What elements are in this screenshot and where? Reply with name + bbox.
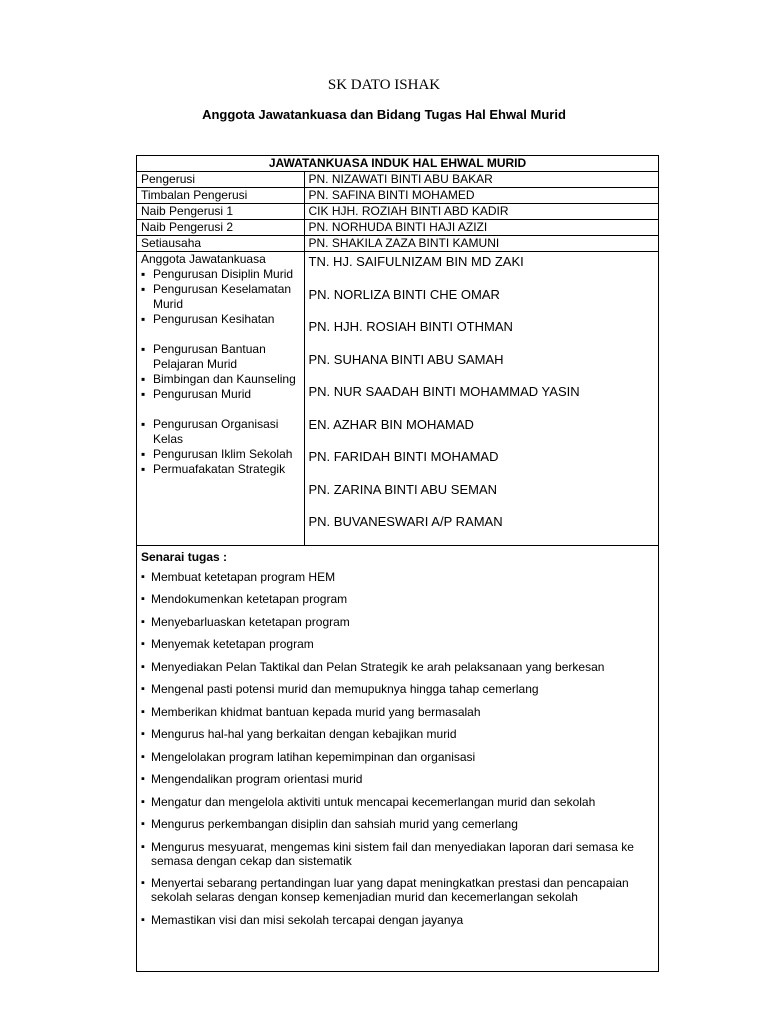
table-row <box>137 172 658 188</box>
roles-table <box>137 156 658 546</box>
role-name: PN. SHAKILA ZAZA BINTI KAMUNI <box>304 236 658 252</box>
duty-item: ▪ Menyemak ketetapan program <box>141 637 654 651</box>
role-name: PN. SAFINA BINTI MOHAMED <box>304 188 658 204</box>
list-item: ▪ Pengurusan Iklim Sekolah <box>141 447 300 462</box>
member-name: PN. NUR SAADAH BINTI MOHAMMAD YASIN <box>308 384 580 399</box>
list-item: ▪ Bimbingan dan Kaunseling <box>141 372 300 387</box>
school-name: SK DATO ISHAK <box>327 77 441 93</box>
member-name: PN. NORLIZA BINTI CHE OMAR <box>308 286 500 302</box>
duty-item: ▪ Menyediakan Pelan Taktikal dan Pelan Strategik ke arah pelaksanaan yang berkesan <box>141 660 654 674</box>
table-row <box>137 204 658 220</box>
role-label: Timbalan Pengerusi <box>137 188 304 204</box>
list-item: ▪ Pengurusan Bantuan Pelajaran Murid <box>141 342 300 372</box>
areas-list <box>141 267 300 477</box>
role-label: Pengerusi <box>137 172 304 188</box>
committee-table <box>136 155 659 972</box>
list-item: ▪ Pengurusan Organisasi Kelas <box>141 417 300 447</box>
member-name: PN. ZARINA BINTI ABU SEMAN <box>308 481 498 497</box>
duty-item: ▪ Mengendalikan program orientasi murid <box>141 772 654 786</box>
duty-item: ▪ Memberikan khidmat bantuan kepada murid yang bermasalah <box>141 705 654 719</box>
member-name: PN. HJH. ROSIAH BINTI OTHMAN <box>308 319 513 334</box>
members-row <box>137 252 658 546</box>
list-item: ▪ Pengurusan Disiplin Murid <box>141 267 300 282</box>
duty-item: ▪ Mengatur dan mengelola aktiviti untuk mencapai kecemerlangan murid dan sekolah <box>141 795 654 809</box>
member-name: EN. AZHAR BIN MOHAMAD <box>308 416 474 432</box>
duty-item: ▪ Mengurus perkembangan disiplin dan sahsiah murid yang cemerlang <box>141 817 654 831</box>
member-name: PN. SUHANA BINTI ABU SAMAH <box>308 351 504 367</box>
table-row <box>137 220 658 236</box>
duty-item: ▪ Membuat ketetapan program HEM <box>141 570 654 584</box>
role-name: PN. NORHUDA BINTI HAJI AZIZI <box>304 220 658 236</box>
duties-section <box>137 546 658 927</box>
member-name: PN. BUVANESWARI A/P RAMAN <box>308 514 503 529</box>
duties-list <box>141 570 654 927</box>
table-heading: JAWATANKUASA INDUK HAL EHWAL MURID <box>137 156 658 172</box>
role-label: Naib Pengerusi 1 <box>137 204 304 220</box>
duty-item: ▪ Mengenal pasti potensi murid dan memupuknya hingga tahap cemerlang <box>141 682 654 696</box>
duties-heading: Senarai tugas : <box>141 549 228 564</box>
role-name: CIK HJH. ROZIAH BINTI ABD KADIR <box>304 204 658 220</box>
list-item: ▪ Pengurusan Keselamatan Murid <box>141 282 300 312</box>
table-row <box>137 188 658 204</box>
role-name: PN. NIZAWATI BINTI ABU BAKAR <box>304 172 658 188</box>
duty-item: ▪ Mengurus hal-hal yang berkaitan dengan kebajikan murid <box>141 727 654 741</box>
list-item: ▪ Pengurusan Kesihatan <box>141 312 300 327</box>
document-title: Anggota Jawatankuasa dan Bidang Tugas Hal Ehwal Murid <box>202 107 566 122</box>
table-row <box>137 236 658 252</box>
member-name: TN. HJ. SAIFULNIZAM BIN MD ZAKI <box>308 254 524 269</box>
duty-item: ▪ Menyertai sebarang pertandingan luar yang dapat meningkatkan prestasi dan pencapaian sekolah selaras dengan konsep kemenjadian murid dan kecemerlangan sekolah <box>141 876 654 904</box>
role-label: Setiausaha <box>137 236 304 252</box>
duty-item: ▪ Memastikan visi dan misi sekolah tercapai dengan jayanya <box>141 913 654 927</box>
role-label: Naib Pengerusi 2 <box>137 220 304 236</box>
list-item: ▪ Pengurusan Murid <box>141 387 300 402</box>
members-label: Anggota Jawatankuasa <box>141 252 266 266</box>
duty-item: ▪ Mengelolakan program latihan kepemimpinan dan organisasi <box>141 750 654 764</box>
duty-item: ▪ Menyebarluaskan ketetapan program <box>141 615 654 629</box>
areas-cell <box>137 252 304 546</box>
duty-item: ▪ Mendokumenkan ketetapan program <box>141 592 654 606</box>
duty-item: ▪ Mengurus mesyuarat, mengemas kini sistem fail dan menyediakan laporan dari semasa ke semasa dengan cekap dan sistematik <box>141 840 654 868</box>
member-name: PN. FARIDAH BINTI MOHAMAD <box>308 449 499 464</box>
members-cell <box>304 252 658 546</box>
list-item: ▪ Permuafakatan Strategik <box>141 462 300 477</box>
